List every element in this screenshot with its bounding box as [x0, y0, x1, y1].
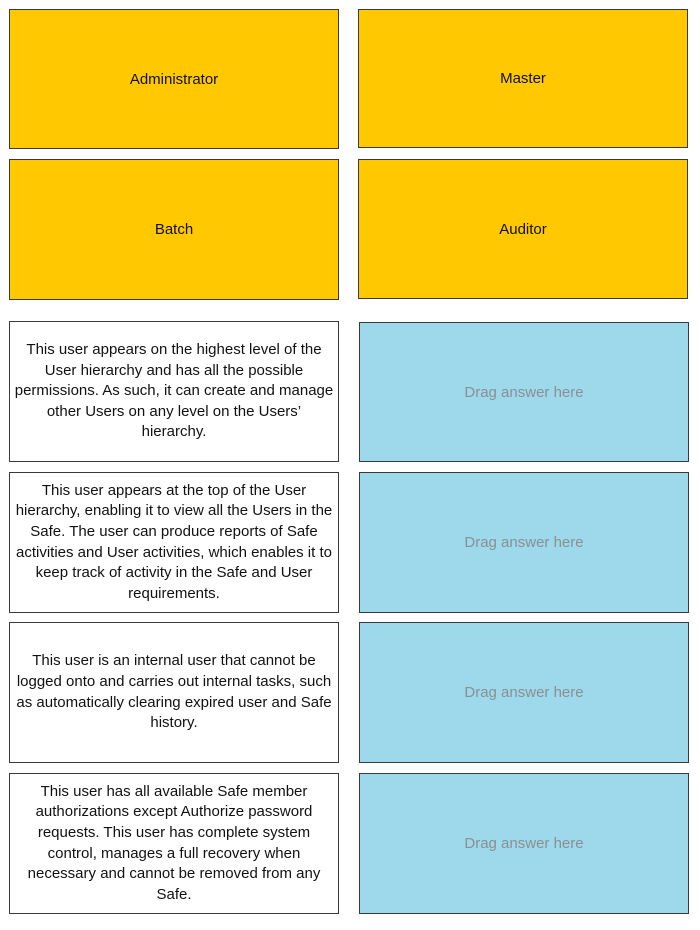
answer-tile-master[interactable]	[358, 9, 688, 148]
answer-label: Administrator	[129, 70, 219, 88]
answer-tile-auditor[interactable]	[358, 159, 688, 299]
description-box-1	[9, 321, 339, 462]
drop-placeholder: Drag answer here	[464, 835, 584, 852]
drop-placeholder: Drag answer here	[464, 684, 584, 701]
drop-placeholder: Drag answer here	[464, 534, 584, 551]
description-text: This user appears on the highest level of the User hierarchy and has all the possible permissions. As such, it can create and manage other Users on any level on the Users’ hierarchy.	[14, 341, 334, 441]
description-box-2	[9, 472, 339, 613]
answer-tile-batch[interactable]	[9, 159, 339, 300]
answer-label: Master	[500, 70, 546, 87]
answer-label: Auditor	[499, 220, 547, 238]
description-box-4	[9, 773, 339, 914]
drop-target-3[interactable]	[359, 622, 689, 763]
answer-label: Batch	[154, 221, 194, 238]
description-text: This user has all available Safe member authorizations except Authorize password requests. This user has complete system control, manages a full recovery when necessary and cannot be removed from any Safe.	[27, 782, 321, 903]
drop-target-1[interactable]	[359, 322, 689, 462]
drop-target-2[interactable]	[359, 472, 689, 613]
answer-tile-administrator[interactable]	[9, 9, 339, 149]
description-text: This user appears at the top of the User hierarchy, enabling it to view all the Users in the Safe. The user can produce reports of Safe activities and User activities, which enables it to keep track of activity in the Safe and User requirements.	[15, 481, 333, 602]
drop-target-4[interactable]	[359, 773, 689, 914]
drop-placeholder: Drag answer here	[464, 383, 584, 401]
description-text: This user is an internal user that cannot be logged onto and carries out internal tasks, such as automatically clearing expired user and Safe history.	[16, 652, 332, 732]
description-box-3	[9, 622, 339, 763]
